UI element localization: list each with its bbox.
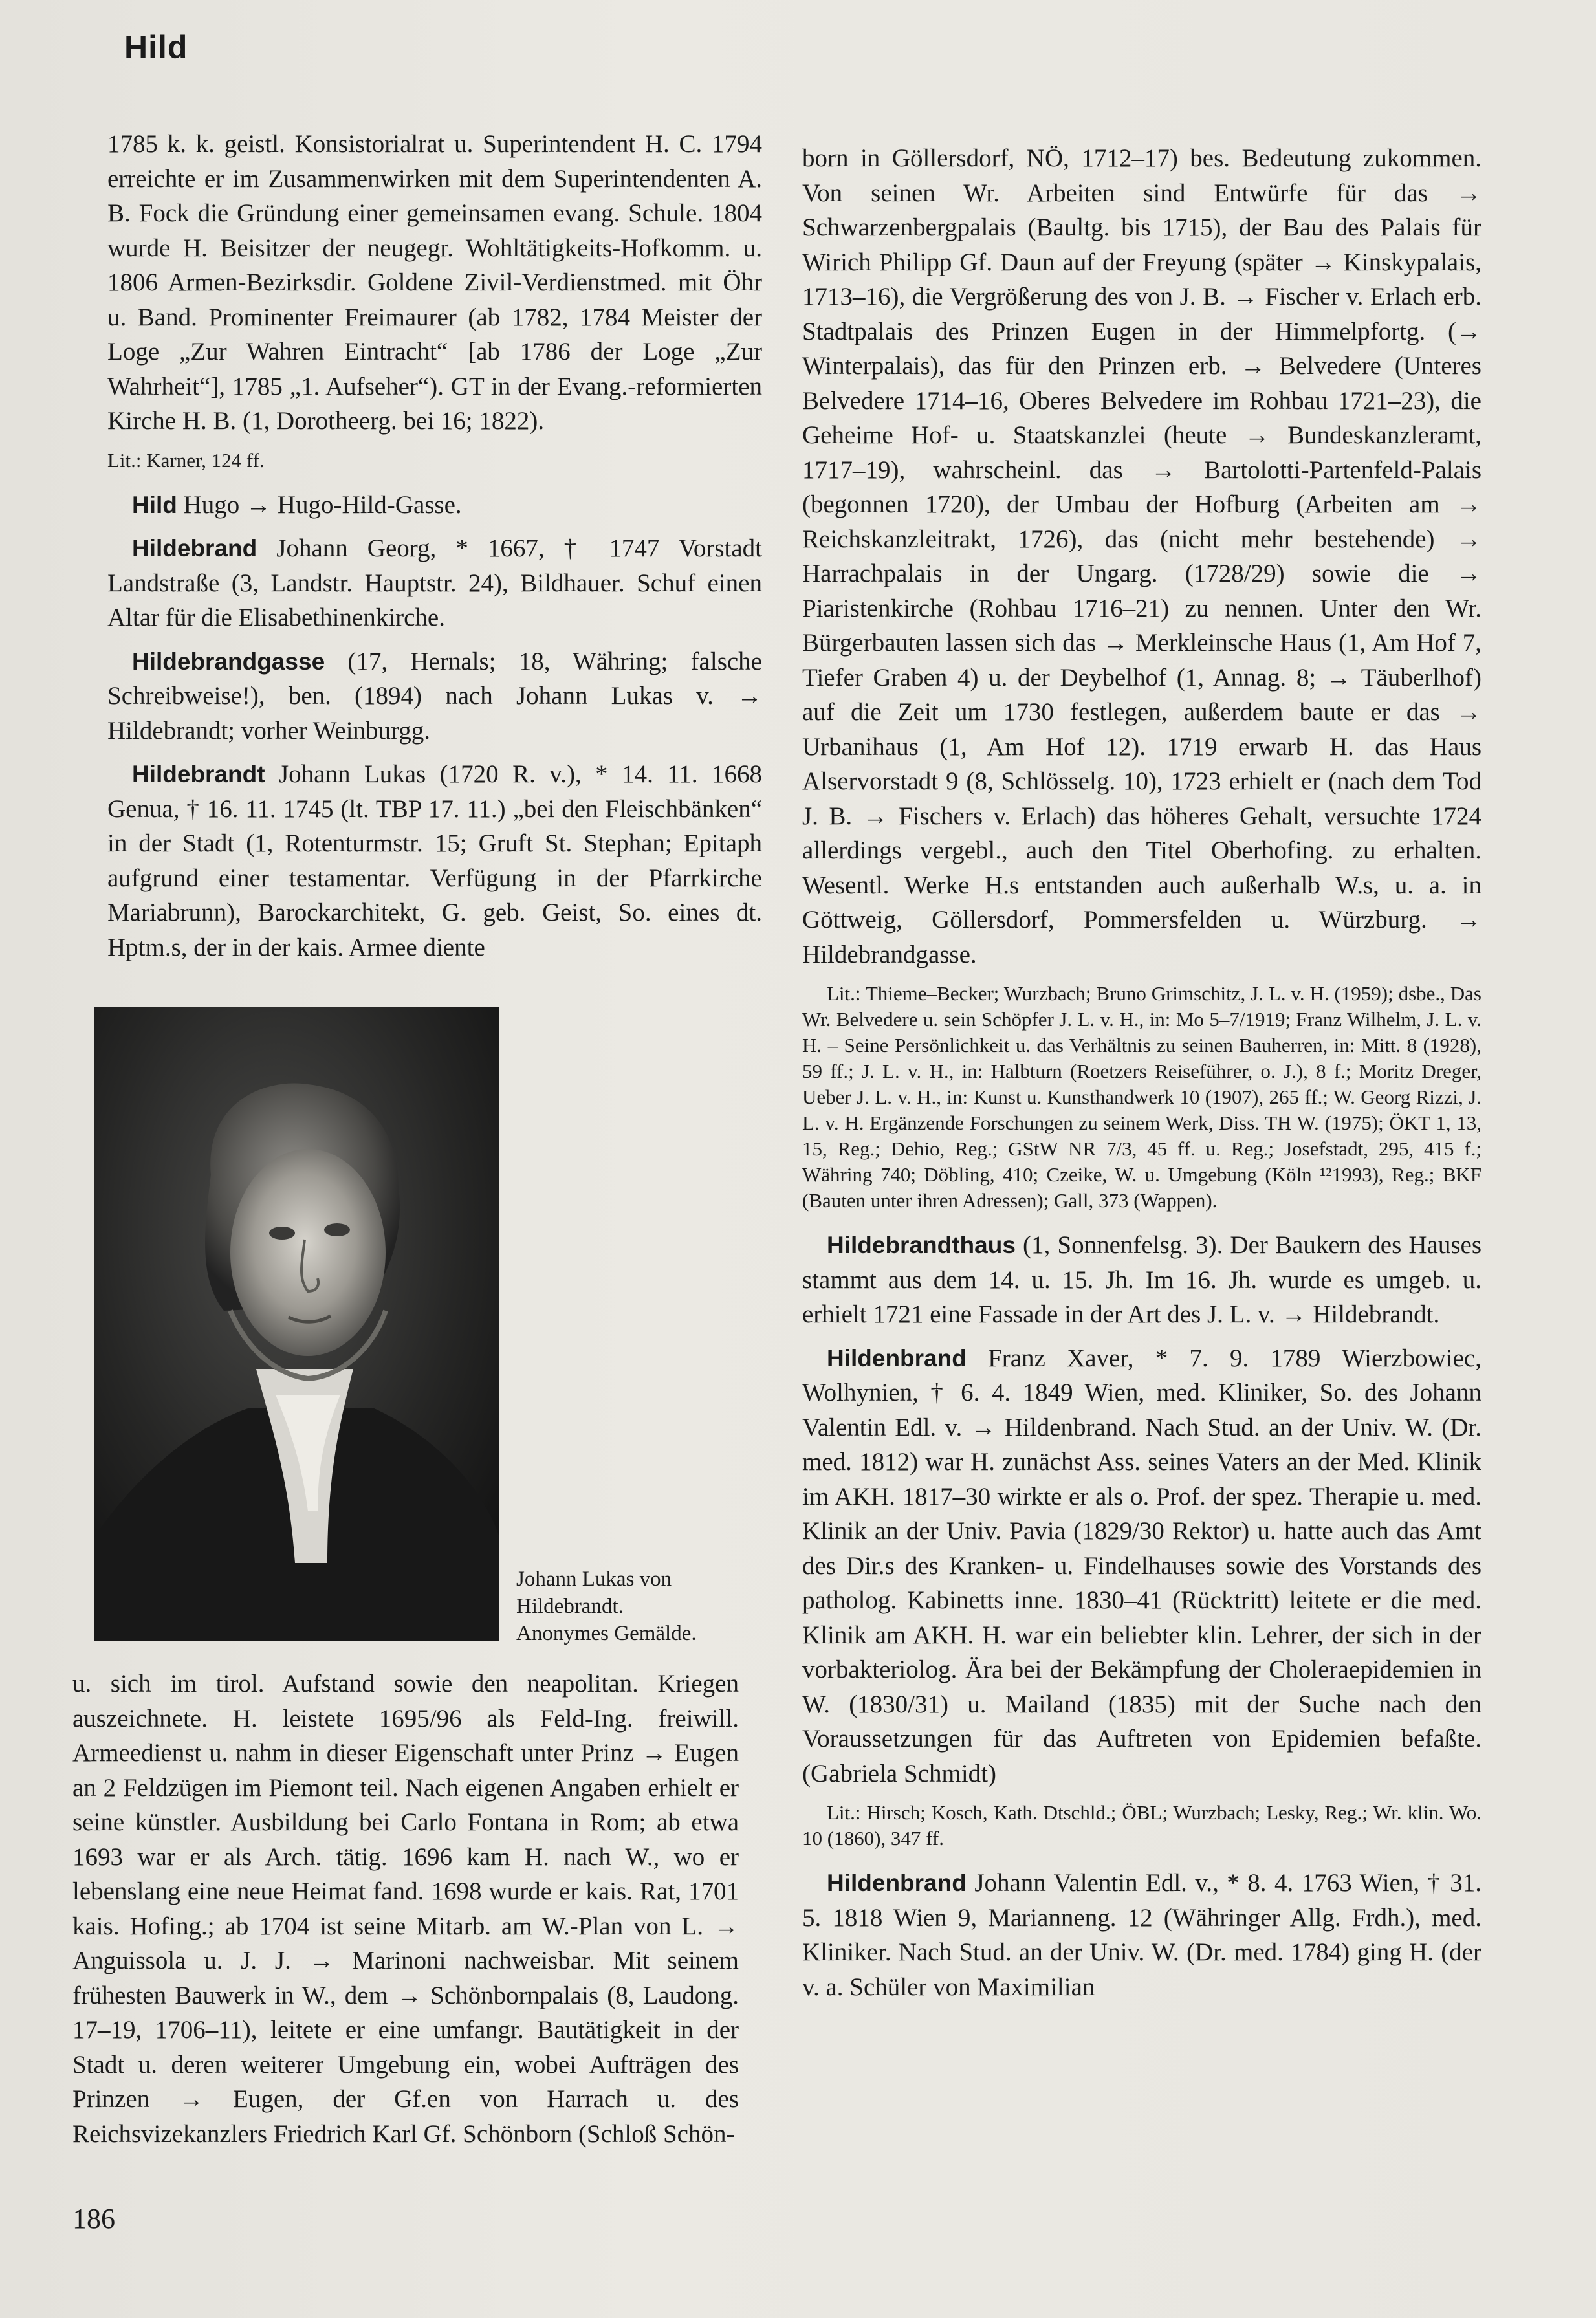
left-column-top [107, 127, 762, 974]
entry-lemma: Hildenbrand [827, 1870, 967, 1896]
entry-text: Franz Xaver, * 7. 9. 1789 Wierzbowiec, Wolhynien, † 6. 4. 1849 Wien, med. Kliniker, So. des Johann Valentin Edl. v. → Hildenbrand. Nach Stud. an der Univ. W. (Dr. med. 1812) war H. zunächst Ass. seines Vaters an der Med. Klinik im AKH. 1817–30 wirkte er als o. Prof. der spez. Therapie u. med. Klinik an der Univ. Pavia (1829/30 Rektor) u. hatte auch das Amt des Dir.s des Kranken- u. Findelhauses sowie des Vorstands des patholog. Kabinetts inne. 1830–41 (Rücktritt) leitete er die med. Klinik am AKH. H. war ein beliebter klin. Lehrer, der sich in der vorbakteriolog. Ära bei der Bekämpfung der Choleraepidemien in W. (1830/31) u. Mailand (1835) mit der Suche nach den Voraussetzungen für das Auftreten von Epidemien befaßte. (Gabriela Schmidt) [802, 1344, 1481, 1788]
right-column [802, 141, 1481, 2013]
entry-lemma: Hildebrandgasse [132, 648, 325, 675]
literature-note: Lit.: Thieme–Becker; Wurzbach; Bruno Grimschitz, J. L. v. H. (1959); dsbe., Das Wr. Belvedere u. sein Schöpfer J. L. v. H., in: Mo 5–7/1919; Franz Wilhelm, J. L. v. H. – Seine Persönlichkeit u. das Verhältnis zu seinen Bauherren, in: Mitt. 8 (1928), 59 ff.; J. L. v. H., in: Halbturn (Roetzers Reiseführer, o. J.), 8 f.; Moritz Dreger, Ueber J. L. v. H., in: Kunst u. Kunsthandwerk 10 (1907), 265 ff.; W. Georg Rizzi, J. L. v. H. Ergänzende Forschungen zu seinem Werk, Diss. TH W. (1975); ÖKT 1, 13, 15, Reg.; Dehio, Reg.; GStW NR 7/3, 45 ff. u. Reg.; Josefstadt, 295, 415 f.; Währing 740; Döbling, 410; Czeike, W. u. Umgebung (Köln ¹²1993), Reg.; BKF (Bauten unter ihren Adressen); Gall, 373 (Wappen). [802, 982, 1481, 1212]
entry-hildebrand [107, 531, 762, 635]
portrait-illustration [94, 1007, 499, 1641]
entry-hildebrandt [107, 757, 762, 965]
entry-hildenbrand-franz-xaver [802, 1341, 1481, 1791]
portrait-image [94, 1007, 499, 1641]
entry-text: (17, Hernals; 18, Währing; falsche Schreibweise!), ben. (1894) nach Johann Lukas v. → Hildebrandt; vorher Weinburgg. [107, 647, 762, 745]
entry-hild-hugo [107, 488, 762, 523]
entry-lemma: Hildebrandt [132, 761, 265, 787]
paragraph-continuation: u. sich im tirol. Aufstand sowie den neapolitan. Kriegen auszeichnete. H. leistete 1695/96 als Feld-Ing. freiwill. Armeedienst u. nahm in dieser Eigenschaft unter Prinz → Eugen an 2 Feldzügen im Piemont teil. Nach eigenen Angaben erhielt er seine künstler. Ausbildung bei Carlo Fontana in Rom; ab etwa 1693 war er als Arch. tätig. 1696 kam H. nach W., wo er lebenslang eine neue Heimat fand. 1698 wurde er kais. Rat, 1701 kais. Hofing.; ab 1704 ist seine Mitarb. am W.-Plan von L. → Anguissola u. J. J. → Marinoni nachweisbar. Mit seinem frühesten Bauwerk in W., dem → Schönbornpalais (8, Laudong. 17–19, 1706–11), leitete er eine umfangr. Bautätigkeit in der Stadt u. deren weiterer Umgebung ein, wobei Aufträgen des Prinzen → Eugen, der Gf.en von Harrach u. des Reichsvizekanzlers Friedrich Karl Gf. Schönborn (Schloß Schön- [72, 1670, 739, 2148]
entry-hildebrandthaus [802, 1228, 1481, 1332]
caption-line: Hildebrandt. [516, 1595, 624, 1618]
entry-lemma: Hildebrand [132, 535, 257, 562]
entry-lemma: Hildenbrand [827, 1344, 967, 1372]
running-header: Hild [124, 29, 188, 65]
paragraph-continuation: 1785 k. k. geistl. Konsistorialrat u. Superintendent H. C. 1794 erreichte er im Zusammenwirken mit dem Superintendenten A. B. Fock die Gründung einer gemeinsamen evang. Schule. 1804 wurde H. Beisitzer der neugegr. Wohltätigkeits-Hofkomm. u. 1806 Armen-Bezirksdir. Goldene Zivil-Verdienstmed. mit Öhr u. Band. Prominenter Freimaurer (ab 1782, 1784 Meister der Loge „Zur Wahren Eintracht“ [ab 1786 der Loge „Zur Wahrheit“], 1785 „1. Aufseher“). GT in der Evang.-reformierten Kirche H. B. (1, Dorotheerg. bei 16; 1822). [107, 130, 762, 435]
entry-text: Johann Lukas (1720 R. v.), * 14. 11. 1668 Genua, † 16. 11. 1745 (lt. TBP 17. 11.) „bei den Fleischbänken“ in der Stadt (1, Rotenturmstr. 15; Gruft St. Stephan; Epitaph aufgrund einer testamentar. Verfügung in der Pfarrkirche Mariabrunn), Barockarchitekt, G. geb. Geist, So. eines dt. Hptm.s, der in der kais. Armee diente [107, 760, 762, 961]
entry-lemma: Hild [132, 491, 177, 518]
entry-lemma: Hildebrandthaus [827, 1232, 1016, 1258]
caption-line: Johann Lukas von [516, 1568, 672, 1591]
caption-line: Anonymes Gemälde. [516, 1622, 697, 1645]
entry-hildenbrand-johann-valentin [802, 1866, 1481, 2004]
entry-hildebrandgasse [107, 644, 762, 749]
entry-text: Johann Georg, * 1667, † 1747 Vorstadt Landstraße (3, Landstr. Hauptstr. 24), Bildhauer. Schuf einen Altar für die Elisabethinenkirche. [107, 534, 763, 631]
page-number: 186 [72, 2203, 115, 2235]
entry-text: (1, Sonnenfelsg. 3). Der Baukern des Hauses stammt aus dem 14. u. 15. Jh. Im 16. Jh. wurde es umgeb. u. erhielt 1721 eine Fassade in der Art des J. L. v. → Hildebrandt. [802, 1231, 1481, 1328]
entry-text: Hugo → Hugo-Hild-Gasse. [183, 490, 462, 519]
portrait-caption [516, 1566, 749, 1647]
left-column-bottom [72, 1667, 739, 2160]
literature-note: Lit.: Hirsch; Kosch, Kath. Dtschld.; ÖBL; Wurzbach; Lesky, Reg.; Wr. klin. Wo. 10 (1860), 347 ff. [802, 1801, 1481, 1850]
literature-note: Lit.: Karner, 124 ff. [107, 448, 265, 472]
entry-text: Johann Valentin Edl. v., * 8. 4. 1763 Wien, † 31. 5. 1818 Wien 9, Marianneng. 12 (Währinger Allg. Frdh.), med. Kliniker. Nach Stud. an der Univ. W. (Dr. med. 1784) ging H. (der v. a. Schüler von Maximilian [802, 1869, 1481, 2001]
paragraph-continuation: born in Göllersdorf, NÖ, 1712–17) bes. Bedeutung zukommen. Von seinen Wr. Arbeiten sind Entwürfe für das → Schwarzenbergpalais (Baultg. bis 1715), der Bau des Palais für Wirich Philipp Gf. Daun auf der Freyung (später → Kinskypalais, 1713–16), die Vergrößerung des von J. B. → Fischer v. Erlach erb. Stadtpalais des Prinzen Eugen in der Himmelpfortg. (→ Winterpalais), das für den Prinzen erb. → Belvedere (Unteres Belvedere 1714–16, Oberes Belvedere im Rohbau 1721–23), die Geheime Hof- u. Staatskanzlei (heute → Bundeskanzleramt, 1717–19), wahrscheinl. das → Bartolotti-Partenfeld-Palais (begonnen 1720), der Umbau der Hofburg (Arbeiten am → Reichskanzleitrakt, 1726), das (nicht mehr bestehende) → Harrachpalais in der Ungarg. (1728/29) sowie die → Piaristenkirche (Rohbau 1716–21) zu nennen. Unter den Wr. Bürgerbauten lassen sich das → Merkleinsche Haus (1, Am Hof 7, Tiefer Graben 4) u. der Deybelhof (1, Annag. 8; → Täuberlhof) auf die Zeit um 1730 festlegen, außerdem baute er das → Urbanihaus (1, Am Hof 12). 1719 erwarb H. das Haus Alservorstadt 9 (8, Schlösselg. 10), 1723 erhielt er (nach dem Tod J. B. → Fischers v. Erlach) das höheres Gehalt, versuchte 1724 allerdings vergebl., auch den Titel Oberhofing. zu erhalten. Wesentl. Werke H.s entstanden auch außerhalb W.s, u. a. in Göttweig, Göllersdorf, Pommersfelden u. Würzburg. → Hildebrandgasse. [802, 144, 1481, 968]
